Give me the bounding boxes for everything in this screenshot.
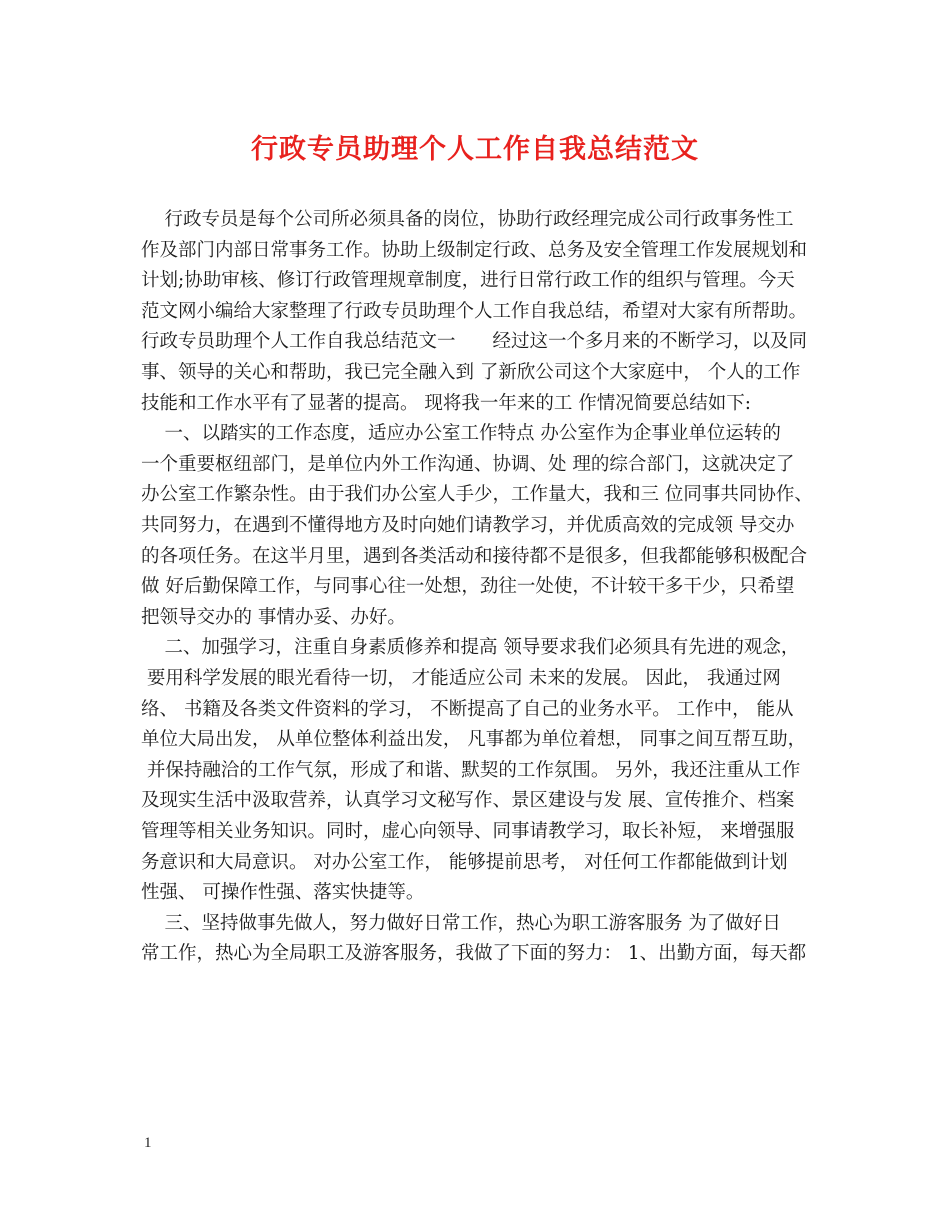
paragraph-line: 办公室工作繁杂性。由于我们办公室人手少，工作量大，我和三 位同事共同协作、 bbox=[141, 484, 813, 506]
paragraph-line: 并保持融洽的工作气氛，形成了和谐、默契的工作氛围。 另外，我还注重从工作 bbox=[141, 759, 801, 781]
paragraph-line: 做 好后勤保障工作，与同事心往一处想，劲往一处使，不计较干多干少，只希望 bbox=[141, 576, 795, 598]
paragraph-line: 及现实生活中汲取营养，认真学习文秘写作、景区建设与发 展、宣传推介、档案 bbox=[141, 790, 795, 812]
paragraph-line: 要用科学发展的眼光看待一切， 才能适应公司 未来的发展。 因此， 我通过网 bbox=[141, 668, 781, 689]
paragraph-line: 行政专员助理个人工作自我总结范文一 经过这一个多月来的不断学习，以及同 bbox=[141, 331, 808, 353]
paragraph-line: 事、领导的关心和帮助，我已完全融入到 了新欣公司这个大家庭中， 个人的工作 bbox=[141, 362, 801, 383]
document-title: 行政专员助理个人工作自我总结范文 bbox=[251, 134, 699, 165]
paragraph-line: 作及部门内部日常事务工作。协助上级制定行政、总务及安全管理工作发展规划和 bbox=[141, 239, 808, 261]
paragraph-line: 范文网小编给大家整理了行政专员助理个人工作自我总结，希望对大家有所帮助。 bbox=[141, 300, 808, 322]
paragraph-line: 技能和工作水平有了显著的提高。 现将我一年来的工 作情况简要总结如下: bbox=[141, 392, 751, 414]
paragraph-line: 行政专员是每个公司所必须具备的岗位，协助行政经理完成公司行政事务性工 bbox=[141, 209, 794, 230]
paragraph-line: 把领导交办的 事情办妥、办好。 bbox=[141, 606, 406, 628]
paragraph-line: 三、坚持做事先做人，努力做好日常工作，热心为职工游客服务 为了做好日 bbox=[141, 912, 781, 934]
paragraph-line: 的各项任务。在这半月里，遇到各类活动和接待都不是很多，但我都能够积极配合 bbox=[141, 545, 808, 567]
paragraph-line: 二、加强学习，注重自身素质修养和提高 领导要求我们必须具有先进的观念， bbox=[141, 637, 800, 659]
paragraph-line: 性强、 可操作性强、落实快捷等。 bbox=[141, 882, 425, 904]
paragraph-line: 计划;协助审核、修订行政管理规章制度，进行日常行政工作的组织与管理。今天 bbox=[141, 270, 795, 292]
paragraph-line: 一、以踏实的工作态度，适应办公室工作特点 办公室作为企事业单位运转的 bbox=[141, 423, 781, 445]
paragraph-line: 管理等相关业务知识。同时，虚心向领导、同事请教学习，取长补短， 来增强服 bbox=[141, 821, 795, 842]
paragraph-line: 务意识和大局意识。 对办公室工作， 能够提前思考， 对任何工作都能做到计划 bbox=[141, 851, 788, 873]
paragraph-line: 常工作，热心为全局职工及游客服务，我做了下面的努力： 1、出勤方面，每天都 bbox=[141, 943, 807, 965]
page-number: 1 bbox=[144, 1135, 152, 1151]
paragraph-line: 单位大局出发， 从单位整体利益出发， 凡事都为单位着想， 同事之间互帮互助， bbox=[141, 729, 807, 751]
paragraph-line: 络、 书籍及各类文件资料的学习， 不断提高了自己的业务水平。 工作中， 能从 bbox=[141, 698, 794, 720]
paragraph-line: 共同努力，在遇到不懂得地方及时向她们请教学习，并优质高效的完成领 导交办 bbox=[141, 515, 795, 536]
paragraph-line: 一个重要枢纽部门，是单位内外工作沟通、协调、处 理的综合部门，这就决定了 bbox=[141, 453, 795, 475]
